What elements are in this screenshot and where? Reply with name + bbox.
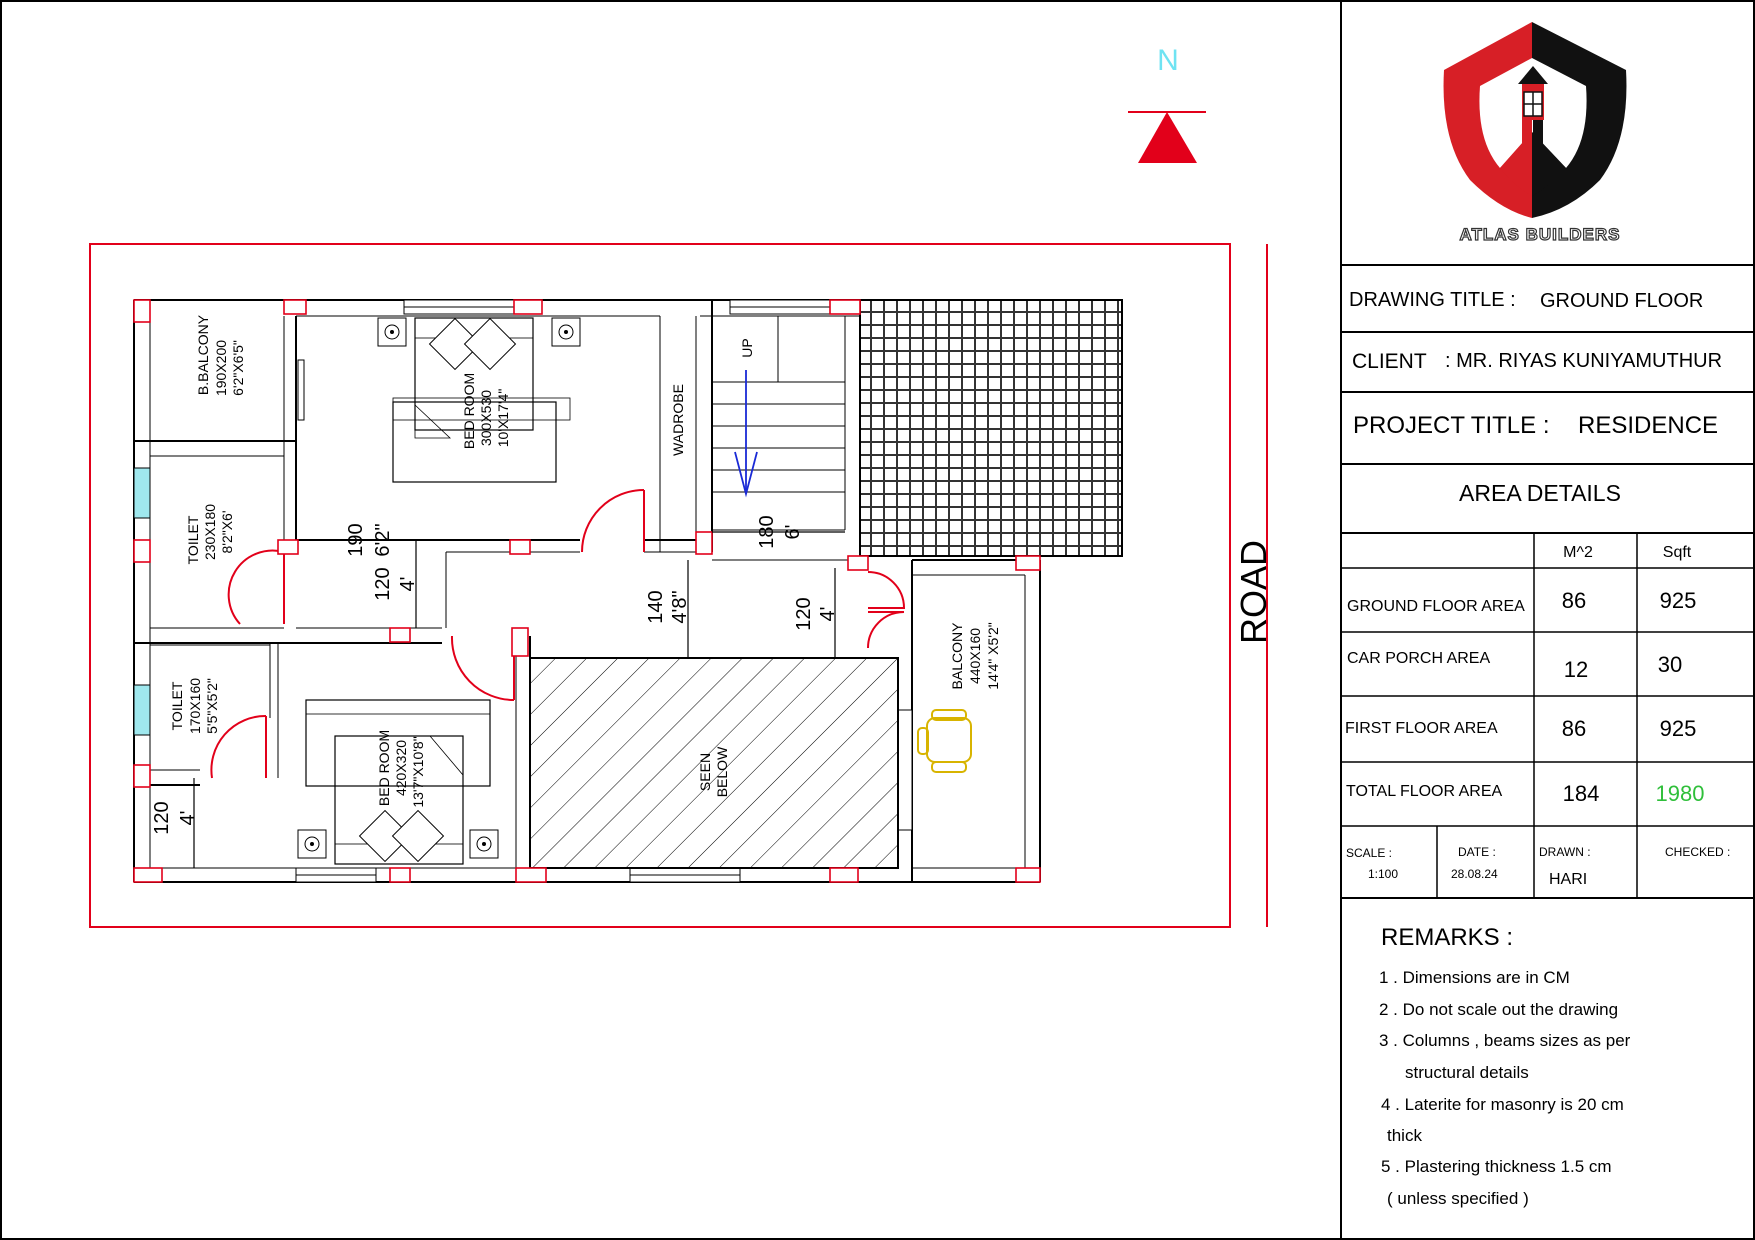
- room-name: BED ROOM: [461, 372, 477, 450]
- dim-140-ft: 4'8": [669, 590, 691, 624]
- scale-value: 1:100: [1368, 867, 1399, 881]
- room-size-ft: 13'7"X10'8": [410, 736, 426, 808]
- dim-120b-cm: 120: [793, 597, 815, 631]
- area-col-m2: M^2: [1563, 544, 1593, 561]
- remark-item: 1 . Dimensions are in CM: [1379, 968, 1570, 987]
- area-row-label: CAR PORCH AREA: [1347, 650, 1491, 667]
- area-row-sqft-total: 1980: [1655, 781, 1705, 806]
- drawn-value: HARI: [1549, 871, 1588, 888]
- wardrobe-label: WADROBE: [670, 384, 686, 456]
- room-name: TOILET: [185, 515, 201, 565]
- dim-120c-ft: 4': [177, 810, 199, 826]
- north-triangle-icon: [1138, 112, 1197, 163]
- drawn-label: DRAWN :: [1539, 845, 1591, 859]
- area-row-m2: 184: [1562, 781, 1600, 806]
- north-arrow: [1128, 44, 1206, 163]
- dim-120b-ft: 4': [817, 606, 839, 622]
- seen-below-label: [697, 746, 730, 797]
- area-row-car-porch: [1347, 650, 1682, 682]
- area-row-sqft: 30: [1657, 652, 1683, 677]
- room-size-cm: 170X160: [187, 677, 203, 735]
- remark-item: 3 . Columns , beams sizes as per: [1379, 1031, 1631, 1050]
- company-name: ATLAS BUILDERS: [1459, 225, 1621, 244]
- room-size-ft: 6'2"X6'5": [230, 340, 246, 396]
- seen-below-line2: BELOW: [714, 746, 730, 798]
- room-size-ft: 5'5"X5'2": [204, 678, 220, 734]
- area-row-first-floor: [1345, 716, 1696, 741]
- room-size-cm: 440X160: [967, 627, 983, 685]
- north-label: N: [1157, 44, 1179, 77]
- tiled-terrace: [860, 300, 1122, 556]
- area-details-heading: AREA DETAILS: [1459, 480, 1621, 506]
- room-toilet-2: [169, 678, 220, 734]
- stair-up-label: UP: [739, 338, 755, 358]
- chair-icon: [918, 710, 971, 772]
- room-size-cm: 230X180: [202, 503, 218, 561]
- remark-item: 2 . Do not scale out the drawing: [1379, 1000, 1619, 1019]
- room-toilet-1: [185, 504, 235, 565]
- staircase: [712, 316, 845, 494]
- drawing-title-value: GROUND FLOOR: [1540, 290, 1704, 312]
- client-value: : MR. RIYAS KUNIYAMUTHUR: [1445, 350, 1723, 372]
- dim-140-cm: 140: [645, 590, 667, 624]
- remark-item: thick: [1387, 1126, 1422, 1145]
- area-row-ground-floor: [1347, 588, 1696, 615]
- area-row-total: [1346, 781, 1704, 806]
- drawing-title-label: DRAWING TITLE :: [1349, 289, 1516, 311]
- scale-label: SCALE :: [1346, 846, 1393, 860]
- area-row-m2: 12: [1563, 657, 1589, 682]
- room-size-ft: 8'2"X6': [219, 510, 235, 554]
- remark-item: structural details: [1405, 1063, 1529, 1082]
- dim-190-ft: 6'2": [372, 523, 394, 557]
- dim-120a-cm: 120: [372, 567, 394, 601]
- project-title-value: RESIDENCE: [1578, 412, 1719, 439]
- project-title-label: PROJECT TITLE :: [1353, 412, 1550, 439]
- road-label: ROAD: [1233, 539, 1274, 645]
- room-balcony-front: [949, 622, 1001, 690]
- room-name: BALCONY: [949, 622, 965, 690]
- dim-190-cm: 190: [345, 523, 367, 557]
- remark-item: 5 . Plastering thickness 1.5 cm: [1381, 1157, 1612, 1176]
- remark-item: 4 . Laterite for masonry is 20 cm: [1381, 1095, 1624, 1114]
- seen-below-line1: SEEN: [697, 752, 713, 792]
- dim-180-ft: 6': [782, 524, 804, 540]
- room-bedroom-2: [376, 730, 426, 808]
- room-bedroom-1: [461, 373, 511, 449]
- date-value: 28.08.24: [1451, 867, 1498, 881]
- dim-120c-cm: 120: [151, 801, 173, 835]
- remarks-list: [1379, 968, 1631, 1208]
- atlas-builders-logo: [1444, 22, 1627, 244]
- dim-180-cm: 180: [756, 515, 778, 549]
- remark-item: ( unless specified ): [1387, 1189, 1529, 1208]
- area-row-label: GROUND FLOOR AREA: [1347, 598, 1525, 615]
- area-col-sqft: Sqft: [1662, 544, 1692, 561]
- date-label: DATE :: [1458, 845, 1496, 859]
- room-size-cm: 300X530: [478, 389, 494, 447]
- room-size-cm: 420X320: [393, 739, 409, 797]
- checked-label: CHECKED :: [1665, 845, 1731, 859]
- client-label: CLIENT: [1352, 350, 1427, 373]
- room-size-cm: 190X200: [213, 339, 229, 397]
- room-name: B.BALCONY: [195, 314, 211, 396]
- area-row-m2: 86: [1561, 716, 1587, 741]
- area-row-label: TOTAL FLOOR AREA: [1346, 783, 1503, 800]
- dim-120a-ft: 4': [397, 576, 419, 592]
- room-balcony-back: [195, 314, 246, 396]
- room-size-ft: 10'X17'4": [495, 388, 511, 448]
- area-row-m2: 86: [1561, 588, 1587, 613]
- remarks-heading: REMARKS :: [1381, 924, 1514, 951]
- area-row-sqft: 925: [1659, 716, 1697, 741]
- room-size-ft: 14'4" X5'2": [985, 622, 1001, 690]
- area-row-label: FIRST FLOOR AREA: [1345, 720, 1498, 737]
- room-name: BED ROOM: [376, 729, 392, 807]
- area-row-sqft: 925: [1659, 588, 1697, 613]
- room-name: TOILET: [169, 681, 185, 731]
